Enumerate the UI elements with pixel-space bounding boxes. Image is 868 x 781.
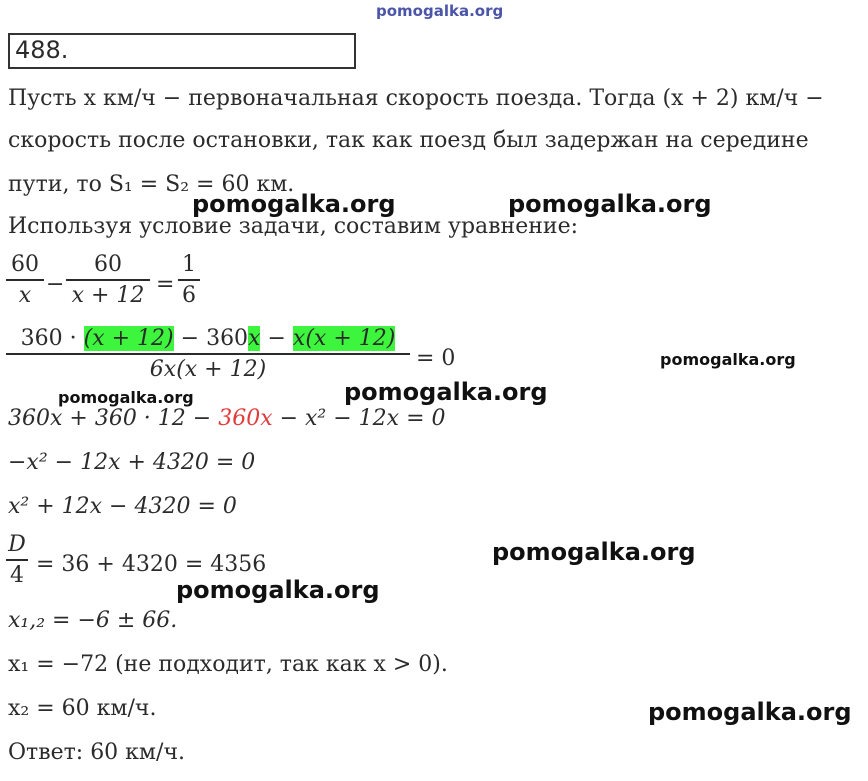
equation-roots: x₁,₂ = −6 ± 66. (8, 608, 178, 633)
equals-sign: = (156, 272, 175, 297)
fraction-d-over-4: D 4 (6, 532, 28, 588)
equals-zero: = 0 (416, 346, 456, 371)
equation-3: 360x + 360 · 12 − 360x − x² − 12x = 0 (8, 406, 446, 431)
problem-number-box (8, 33, 356, 69)
highlight-x: x (248, 326, 261, 351)
answer: Ответ: 60 км/ч. (8, 740, 185, 765)
watermark: pomogalka.org (344, 378, 548, 406)
watermark: pomogalka.org (58, 388, 194, 407)
problem-number: 488. (15, 36, 69, 64)
equation-x1: x₁ = −72 (не подходит, так как x > 0). (8, 652, 448, 677)
watermark: pomogalka.org (176, 576, 380, 604)
cancelled-term: 360x (218, 406, 273, 431)
fraction-60-over-x-plus-12: 60 x + 12 (66, 252, 150, 308)
watermark-top: pomogalka.org (376, 2, 504, 20)
equation-x2: x₂ = 60 км/ч. (8, 696, 157, 721)
text-line-1: Пусть x км/ч − первоначальная скорость поезда. Тогда (x + 2) км/ч − (8, 86, 824, 111)
equation-5: x² + 12x − 4320 = 0 (8, 494, 237, 519)
combined-fraction: 360 · (x + 12) − 360x − x(x + 12) 6x(x + 12) (6, 326, 410, 382)
watermark: pomogalka.org (648, 698, 852, 726)
fraction-60-over-x: 60 x (6, 252, 44, 308)
minus-sign: − (46, 272, 65, 297)
text-line-2: скорость после остановки, так как поезд был задержан на середине (8, 128, 809, 153)
watermark: pomogalka.org (660, 350, 796, 369)
highlight-x-plus-12: (x + 12) (83, 326, 174, 351)
watermark: pomogalka.org (492, 538, 696, 566)
watermark: pomogalka.org (508, 190, 712, 218)
watermark: pomogalka.org (192, 190, 396, 218)
discriminant-value: = 36 + 4320 = 4356 (36, 552, 267, 577)
highlight-x-times-x-plus-12: x(x + 12) (292, 326, 396, 351)
text-line-4: Используя условие задачи, составим уравнение: (8, 214, 579, 239)
equation-4: −x² − 12x + 4320 = 0 (8, 450, 256, 475)
text-line-3: пути, то S₁ = S₂ = 60 км. (8, 172, 295, 197)
fraction-1-over-6: 1 6 (178, 252, 200, 308)
